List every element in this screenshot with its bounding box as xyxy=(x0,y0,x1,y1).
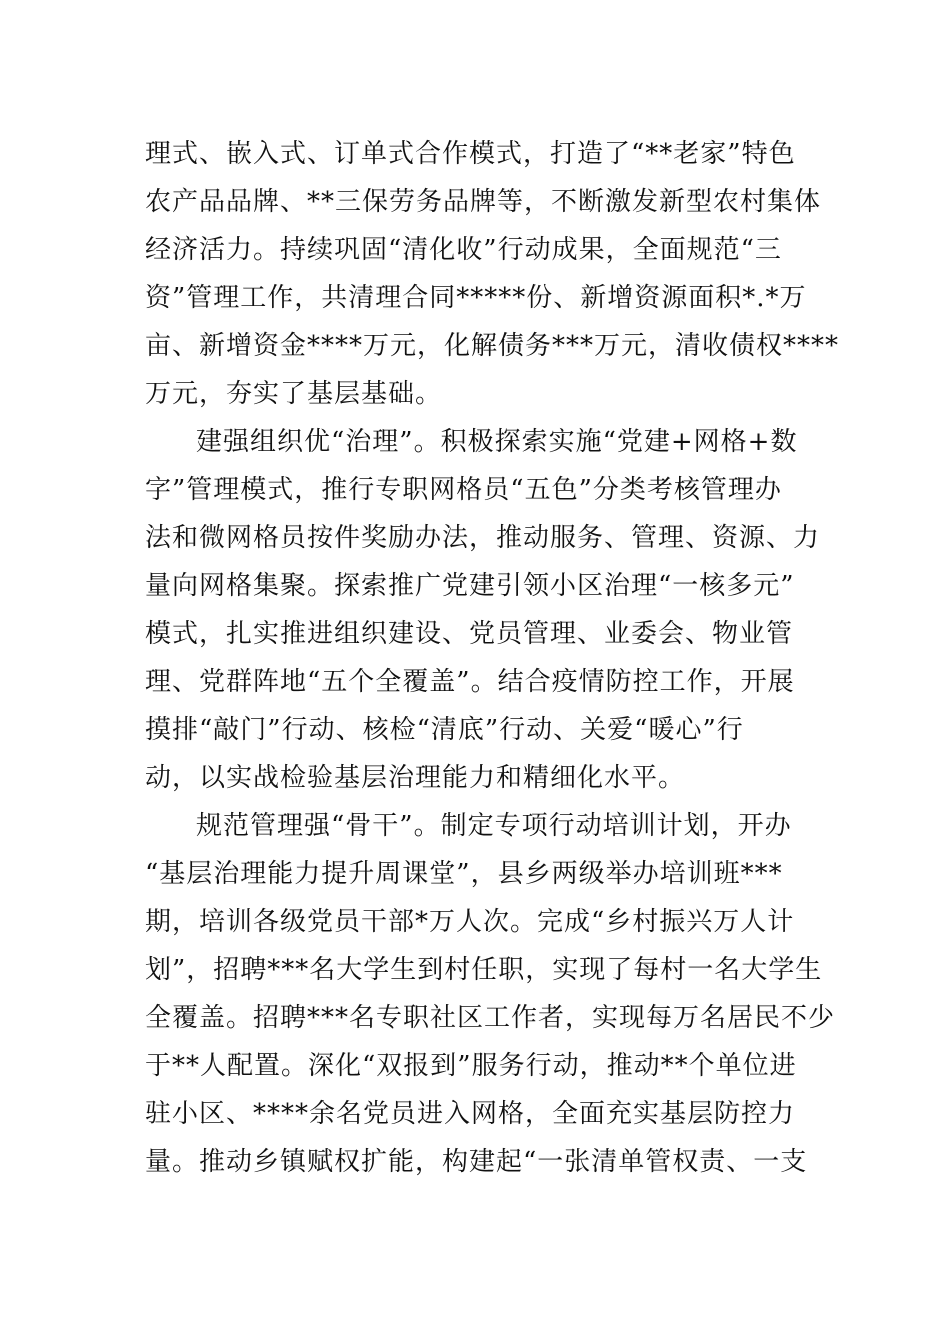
text-line-3: 经济活力。持续巩固“清化收”行动成果，全面规范“三 xyxy=(145,235,782,265)
text-line-2: 农产品品牌、**三保劳务品牌等，不断激发新型农村集体 xyxy=(145,187,822,217)
text-line-18: 划”，招聘***名大学生到村任职，实现了每村一名大学生 xyxy=(145,955,823,985)
text-line-17: 期，培训各级党员干部*万人次。完成“乡村振兴万人计 xyxy=(145,907,795,937)
text-line-9: 法和微网格员按件奖励办法，推动服务、管理、资源、力 xyxy=(145,523,821,553)
text-line-20: 于**人配置。深化“双报到”服务行动，推动**个单位进 xyxy=(145,1051,797,1081)
text-line-13: 摸排“敲门”行动、核检“清底”行动、关爱“暖心”行 xyxy=(145,715,744,745)
paragraph-heading-governance: 建强组织优“治理”。积极探索实施“党建+网格+数 xyxy=(196,427,798,457)
text-line-16: “基层治理能力提升周课堂”，县乡两级举办培训班*** xyxy=(145,859,783,889)
text-line-1: 理式、嵌入式、订单式合作模式，打造了“**老家”特色 xyxy=(145,139,796,169)
text-line-4: 资”管理工作，共清理合同*****份、新增资源面积*.*万 xyxy=(145,283,807,313)
text-line-6: 万元，夯实了基层基础。 xyxy=(145,379,443,409)
text-line-5: 亩、新增资金****万元，化解债务***万元，清收债权**** xyxy=(145,331,840,361)
text-line-12: 理、党群阵地“五个全覆盖”。结合疫情防控工作，开展 xyxy=(145,667,795,697)
paragraph-heading-backbone: 规范管理强“骨干”。制定专项行动培训计划，开办 xyxy=(196,811,792,841)
text-line-14: 动，以实战检验基层治理能力和精细化水平。 xyxy=(145,763,686,793)
text-line-21: 驻小区、****余名党员进入网格，全面充实基层防控力 xyxy=(145,1099,796,1129)
text-line-8: 字”管理模式，推行专职网格员“五色”分类考核管理办 xyxy=(145,475,782,505)
text-line-11: 模式，扎实推进组织建设、党员管理、业委会、物业管 xyxy=(145,619,794,649)
text-line-22: 量。推动乡镇赋权扩能，构建起“一张清单管权责、一支 xyxy=(145,1147,808,1177)
text-line-10: 量向网格集聚。探索推广党建引领小区治理“一核多元” xyxy=(145,571,795,601)
text-line-19: 全覆盖。招聘***名专职社区工作者，实现每万名居民不少 xyxy=(145,1003,836,1033)
